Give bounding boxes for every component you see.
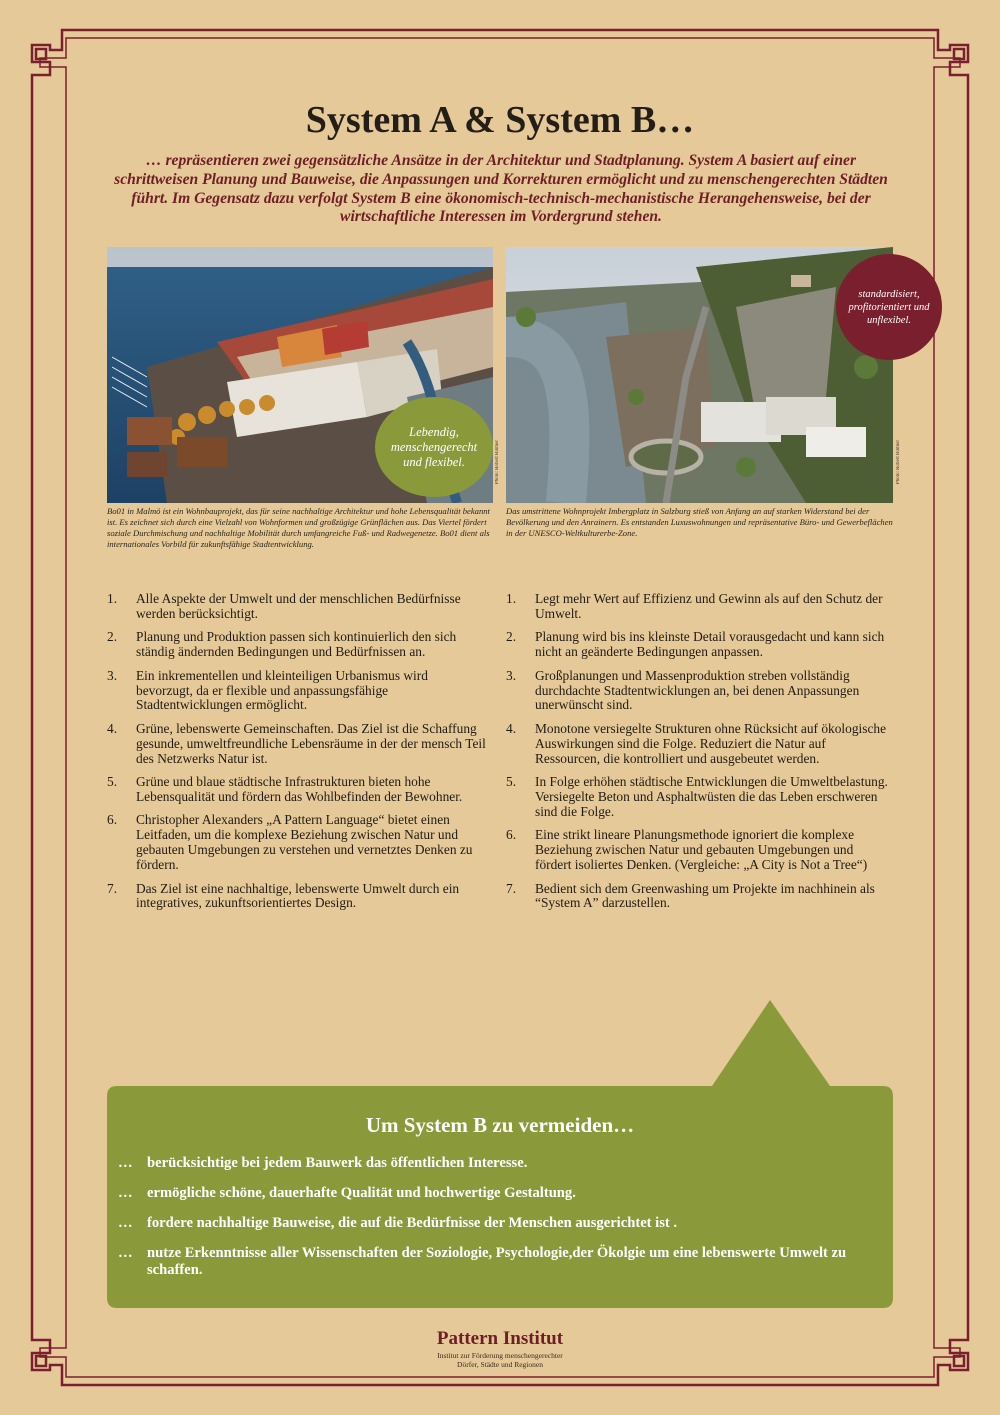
list-text: Planung und Produktion passen sich kontinuierlich den sich ständig ändernden Bedingungen und Bedürfnissen an. [136, 629, 457, 660]
bubble-system-b: standardisiert, profitorientiert und unflexibel. [836, 254, 942, 360]
list-text: Bedient sich dem Greenwashing um Projekte im nachhinein als “System A” darzustellen. [535, 880, 875, 911]
bubble-system-a: Lebendig, menschengerecht und flexibel. [375, 397, 493, 497]
avoid-item [118, 1185, 884, 1202]
institute-subtitle-line: Institut zur Förderung menschengerechter [437, 1351, 563, 1360]
avoid-title: Um System B zu vermeiden… [365, 1113, 635, 1137]
list-text: Planung wird bis ins kleinste Detail vorausgedacht und kann sich nicht an geänderte Bedingungen anpassen. [535, 629, 885, 660]
list-number: 3. [107, 667, 118, 683]
avoid-text: fordere nachhaltige Bauweise, die auf die Bedürfnisse der Menschen ausgerichtet ist . [147, 1215, 678, 1231]
institute-subtitle [0, 1351, 1000, 1369]
avoid-dots: … [118, 1185, 133, 1201]
list-text: Grüne und blaue städtische Infrastrukturen bieten hohe Lebensqualität und fördern das Wohlbefinden der Bewohner. [136, 774, 463, 804]
avoid-dots: … [118, 1215, 133, 1231]
list-number: 4. [107, 720, 118, 736]
list-text: Ein inkrementellen und kleinteiligen Urbanismus wird bevorzugt, da er flexible und anpassungsfähige Stadtentwicklungen ermöglicht. [136, 667, 428, 713]
avoid-text: ermögliche schöne, dauerhafte Qualität und hochwertige Gestaltung. [147, 1185, 576, 1201]
avoid-item [118, 1245, 884, 1279]
intro-text: … repräsentieren zwei gegensätzliche Ansätze in der Architektur und Stadtplanung. System A basiert auf einer schrittweisen Planung und Bauweise, die Anpassungen und Korrekturen ermöglicht und zu menschengerechten Städten führt. Im Gegensatz dazu verfolgt System B eine ökonomisch-technisch-mechanistische Herangehensweise, bei der wirtschaftliche Interessen im Vordergrund stehen. [114, 152, 888, 226]
list-text: Eine strikt lineare Planungsmethode ignoriert die komplexe Beziehung zwischen Natur und gebauten Umgebungen und fördert isoliertes Denken. (Vergleiche: „A City is Not a Tree“) [535, 827, 868, 873]
list-number: 4. [506, 720, 517, 736]
list-number: 7. [107, 880, 118, 896]
list-number: 1. [506, 591, 517, 606]
list-number: 2. [506, 629, 517, 645]
avoid-text: nutze Erkenntnisse aller Wissenschaften der Soziologie, Psychologie,der Ökolgie um eine lebenswerte Umwelt zu schaffen. [147, 1245, 847, 1278]
avoid-text: berücksichtige bei jedem Bauwerk das öffentlichen Interesse. [147, 1155, 528, 1171]
list-text: Alle Aspekte der Umwelt und der menschlichen Bedürfnisse werden berücksichtigt. [136, 591, 461, 621]
page-title: System A & System B… [305, 99, 695, 141]
caption-system-a: Bo01 in Malmö ist ein Wohnbauprojekt, das für seine nachhaltige Architektur und hohe Lebensqualität bekannt ist. Es zeichnet sich durch eine Vielzahl von Wohnformen und großzügige Grünflächen aus. Das Viertel fördert soziale Durchmischung und nachhaltige Mobilität durch umfangreiche Fuß- und Radwegenetze. Bo01 dient als internationales Vorbild für zukunftsfähige Stadtentwicklung. [107, 506, 490, 549]
list-text: Monotone versiegelte Strukturen ohne Rücksicht auf ökologische Auswirkungen sind die Folge. Reduziert die Natur auf Ressourcen, die kontrolliert und ausgebeutet werden. [535, 720, 887, 766]
list-text: Legt mehr Wert auf Effizienz und Gewinn als auf den Schutz der Umwelt. [535, 591, 883, 621]
institute-name: Pattern Institut [436, 1328, 564, 1349]
avoid-dots: … [118, 1155, 133, 1171]
list-number: 2. [107, 629, 118, 645]
avoid-list [118, 1155, 884, 1292]
caption-system-b: Das umstrittene Wohnprojekt Imbergplatz in Salzburg stieß von Anfang an auf starken Widerstand bei der Bevölkerung und den Anrainern. Es entstanden Luxuswohnungen und repräsentative Büro- und Gewerbeflächen in der UNESCO-Weltkulturerbe-Zone. [506, 506, 893, 538]
avoid-item [118, 1215, 884, 1232]
photo-credit-a: Photo: Robert Rintner [495, 440, 500, 485]
list-text: Christopher Alexanders „A Pattern Language“ bietet einen Leitfaden, um die komplexe Beziehung zwischen Natur und gebauten Umgebungen zu verstehen und vernetztes Denken zu fördern. [136, 812, 473, 873]
list-text: Grüne, lebenswerte Gemeinschaften. Das Ziel ist die Schaffung gesunde, umweltfreundliche Lebensräume in der der mensch Teil des Netzwerks Natur ist. [136, 720, 486, 766]
photo-credit-b: Photo: Robert Rintner [896, 440, 901, 485]
list-number: 5. [506, 774, 517, 790]
list-number: 6. [107, 812, 118, 828]
list-number: 6. [506, 827, 517, 843]
list-number: 7. [506, 880, 517, 896]
avoid-dots: … [118, 1245, 133, 1261]
list-text: Großplanungen und Massenproduktion streben vollständig durchdachte Stadtentwicklungen an, bei denen Anpassungen unerwünscht sind. [535, 667, 860, 713]
institute-subtitle-line: Dörfer, Städte und Regionen [457, 1360, 543, 1369]
list-text: Das Ziel ist eine nachhaltige, lebenswerte Umwelt durch ein integratives, zukunftsorientiertes Design. [136, 880, 460, 911]
avoid-item [118, 1155, 884, 1172]
list-text: In Folge erhöhen städtische Entwicklungen die Umweltbelastung. Versiegelte Beton und Asphaltwüsten die das Leben erschweren sind die Folge. [535, 774, 888, 819]
list-number: 1. [107, 591, 118, 606]
list-number: 3. [506, 667, 517, 683]
list-number: 5. [107, 774, 118, 790]
